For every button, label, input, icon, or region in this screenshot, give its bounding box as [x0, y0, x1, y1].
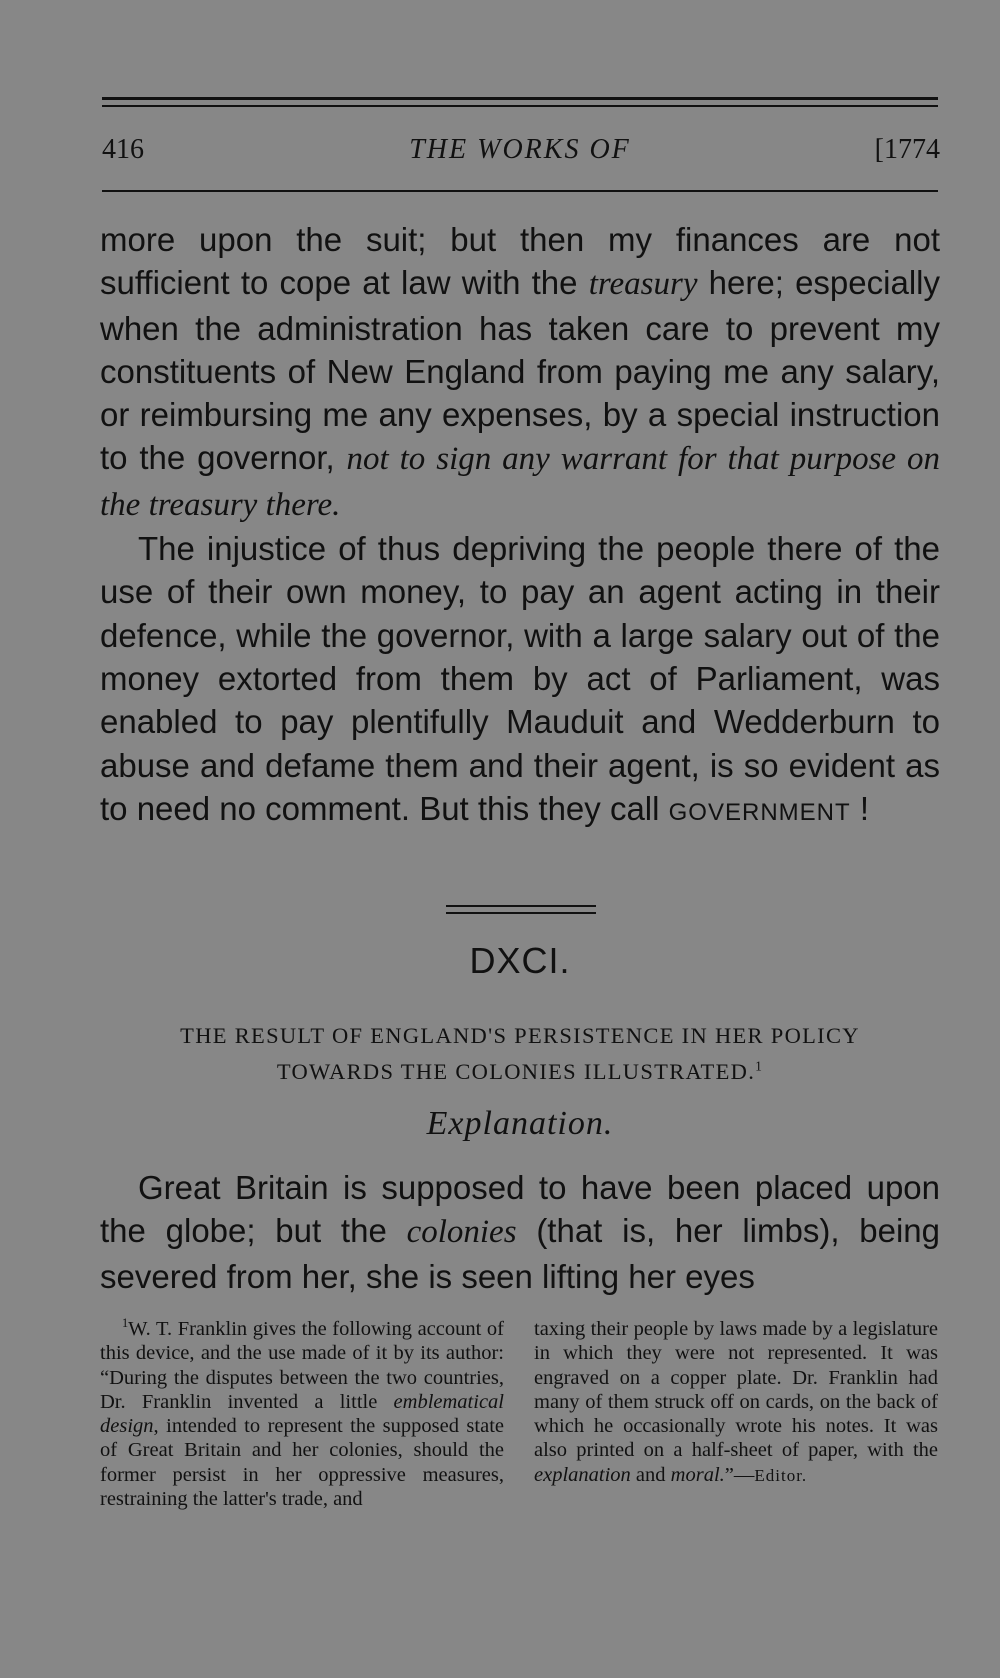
footnote-right-e: ”— [724, 1463, 755, 1486]
footnote [100, 1317, 940, 1577]
footnote-right-text [534, 1317, 938, 1488]
paragraph-3-italic-colonies: colonies [406, 1214, 517, 1251]
paragraph-2-smallcaps-government: GOVERNMENT [668, 798, 851, 826]
paragraph-1-italic-treasury: treasury [588, 266, 698, 303]
footnote-reference: 1 [755, 1058, 764, 1074]
footnote-editor: Editor. [754, 1465, 808, 1485]
paragraph-2 [100, 527, 940, 834]
section-title-line-2-text: TOWARDS THE COLONIES ILLUSTRATED. [276, 1059, 756, 1084]
footnote-left-c: , intended to represent the supposed state of Great Britain and her colonies, should the former persist in her oppressive measures, restraining the latter's trade, and [100, 1415, 504, 1511]
footnote-right-a: taxing their people by laws made by a legislature in which they were not represented. It was engraved on a copper plate. Dr. Franklin had many of them struck off on cards, on the back of which he occasionally wrote his notes. It was also printed on a half-sheet of paper, with the [534, 1318, 938, 1462]
paragraph-1-text-a: more upon the suit; but then my finances are not sufficient to cope at law with the [100, 221, 940, 302]
footnote-left-column [100, 1317, 504, 1511]
footnote-marker: 1 [122, 1316, 129, 1331]
section-divider [446, 905, 596, 915]
footnote-right-c: and [630, 1463, 671, 1486]
year: [1774 [874, 134, 940, 165]
running-head [100, 134, 940, 174]
paragraph-2-text-a: The injustice of thus depriving the people there of the use of their own money, to pay an agent acting in their defence, while the governor, with a large salary out of the money extorted from them by act of Parliament, was enabled to pay plentifully Mauduit and Wedderburn to abuse and defame them and their agent, is so evident as to need no comment. But this they call [100, 530, 940, 827]
footnote-left-text [100, 1317, 504, 1511]
paragraph-3 [100, 1166, 940, 1298]
footnote-right-italic-moral: moral. [670, 1463, 725, 1486]
top-double-rule [102, 97, 938, 109]
section-title-line-1: THE RESULT OF ENGLAND'S PERSISTENCE IN HER POLICY [180, 1023, 860, 1048]
paragraph-1-text-c: here; especially when the administration has taken care to prevent my constituents of New England from paying me any salary, or reimbursing me any expenses, by a special instruction to the governor, [100, 264, 940, 477]
paragraph-1 [100, 218, 940, 527]
footnote-left-italic: emblematical design [100, 1390, 504, 1438]
section-number: DXCI. [469, 940, 571, 981]
footnote-right-column [534, 1317, 938, 1488]
paragraph-3-text-c: (that is, her limbs), being severed from her, she is seen lifting her eyes [100, 1212, 940, 1295]
footnote-right-italic-explanation: explanation [534, 1463, 631, 1486]
body-text-bottom [100, 1166, 940, 1298]
section-title-line-2 [100, 1054, 940, 1090]
header-rule [102, 190, 938, 192]
paragraph-2-text-c: ! [859, 789, 869, 827]
running-title: THE WORKS OF [409, 134, 631, 165]
paragraph-1-italic-instruction: not to sign any warrant for that purpose on the treasury there. [100, 441, 940, 523]
footnote-left-a: W. T. Franklin gives the following account of this device, and the use made of it by its author: “During the disputes between the two countries, Dr. Franklin invented a little [100, 1318, 504, 1413]
page-number: 416 [102, 134, 144, 165]
section-title [100, 1018, 940, 1090]
book-page [100, 0, 940, 1678]
body-text-top [100, 218, 940, 834]
section-subtitle: Explanation. [426, 1105, 614, 1142]
paragraph-3-text-a: Great Britain is supposed to have been placed upon the globe; but the [100, 1169, 940, 1250]
